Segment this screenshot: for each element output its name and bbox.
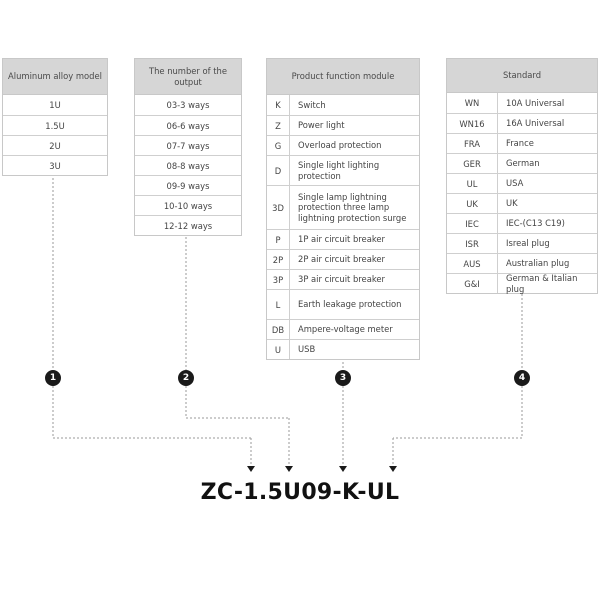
row-label: 3U	[49, 160, 61, 171]
table-row	[447, 213, 597, 233]
table-row	[447, 113, 597, 133]
table-row	[267, 135, 419, 155]
row-code: WN	[447, 93, 498, 113]
table-row	[135, 95, 241, 115]
row-code: FRA	[447, 134, 498, 153]
row-label: 08-8 ways	[166, 160, 210, 171]
row-code: UK	[447, 194, 498, 213]
table-row	[447, 193, 597, 213]
table-row	[267, 289, 419, 319]
row-code: UL	[447, 174, 498, 193]
table-row	[267, 319, 419, 339]
row-code: K	[267, 95, 290, 115]
row-code: 2P	[267, 250, 290, 269]
row-code: AUS	[447, 254, 498, 273]
table-row	[3, 155, 107, 175]
standard-table	[446, 58, 598, 294]
product-function-module-table	[266, 58, 420, 360]
row-description: UK	[506, 198, 518, 209]
table-row	[447, 253, 597, 273]
step-badge-1: 1	[45, 370, 61, 386]
table-row	[267, 185, 419, 229]
table-row	[135, 135, 241, 155]
row-description: Single lamp lightning protection three lamp lightning protection surge	[298, 191, 407, 223]
row-code: G	[267, 136, 290, 155]
table-row	[135, 175, 241, 195]
row-description: German	[506, 158, 540, 169]
row-description: France	[506, 138, 534, 149]
table-row	[267, 249, 419, 269]
row-code: DB	[267, 320, 290, 339]
row-label: 1U	[49, 100, 61, 110]
table-row	[267, 269, 419, 289]
step-badge-3: 3	[335, 370, 351, 386]
row-description: Australian plug	[506, 258, 570, 269]
row-label: 07-7 ways	[166, 140, 210, 151]
row-description: Ampere-voltage meter	[298, 324, 393, 335]
table-row	[447, 233, 597, 253]
table-row	[267, 115, 419, 135]
table-header: Product function module	[267, 59, 419, 95]
table-row	[447, 153, 597, 173]
table-header: Standard	[447, 59, 597, 93]
table-row	[135, 215, 241, 235]
row-code: L	[267, 290, 290, 319]
row-description: 2P air circuit breaker	[298, 254, 385, 265]
row-code: ISR	[447, 234, 498, 253]
row-description: USB	[298, 344, 316, 355]
row-code: 3P	[267, 270, 290, 289]
table-header: The number of the output	[135, 59, 241, 95]
table-row	[267, 229, 419, 249]
table-header: Aluminum alloy model	[3, 59, 107, 95]
row-label: 09-9 ways	[166, 180, 210, 191]
table-row	[135, 115, 241, 135]
row-code: GER	[447, 154, 498, 173]
row-description: Isreal plug	[506, 238, 550, 249]
table-row	[447, 93, 597, 113]
row-description: Switch	[298, 99, 326, 110]
table-row	[135, 155, 241, 175]
table-row	[267, 95, 419, 115]
row-code: 3D	[267, 186, 290, 229]
row-label: 1.5U	[45, 120, 65, 131]
row-description: German & Italian plug	[506, 273, 578, 294]
model-code: ZC-1.5U09-K-UL	[200, 480, 400, 505]
row-description: 3P air circuit breaker	[298, 274, 385, 285]
table-row	[447, 133, 597, 153]
table-row	[447, 173, 597, 193]
table-row	[3, 95, 107, 115]
table-row	[3, 135, 107, 155]
row-description: 16A Universal	[506, 118, 565, 129]
step-badge-2: 2	[178, 370, 194, 386]
row-label: 2U	[49, 140, 61, 151]
table-row	[3, 115, 107, 135]
table-row	[267, 339, 419, 359]
row-label: 03-3 ways	[166, 100, 210, 110]
row-description: Single light lighting protection	[298, 160, 380, 181]
table-row	[447, 273, 597, 293]
row-code: U	[267, 340, 290, 359]
row-code: G&I	[447, 274, 498, 293]
row-description: Power light	[298, 120, 345, 131]
row-label: 12-12 ways	[163, 220, 213, 231]
row-label: 10-10 ways	[163, 200, 213, 211]
row-description: IEC-(C13 C19)	[506, 218, 565, 229]
step-badge-4: 4	[514, 370, 530, 386]
row-code: IEC	[447, 214, 498, 233]
row-code: WN16	[447, 114, 498, 133]
row-description: 1P air circuit breaker	[298, 234, 385, 245]
row-description: Earth leakage protection	[298, 299, 402, 310]
row-description: Overload protection	[298, 140, 382, 151]
row-code: P	[267, 230, 290, 249]
row-code: Z	[267, 116, 290, 135]
row-description: USA	[506, 178, 524, 189]
aluminum-alloy-model-table	[2, 58, 108, 176]
table-row	[267, 155, 419, 185]
output-count-table	[134, 58, 242, 236]
row-description: 10A Universal	[506, 97, 565, 108]
table-row	[135, 195, 241, 215]
row-code: D	[267, 156, 290, 185]
row-label: 06-6 ways	[166, 120, 210, 131]
